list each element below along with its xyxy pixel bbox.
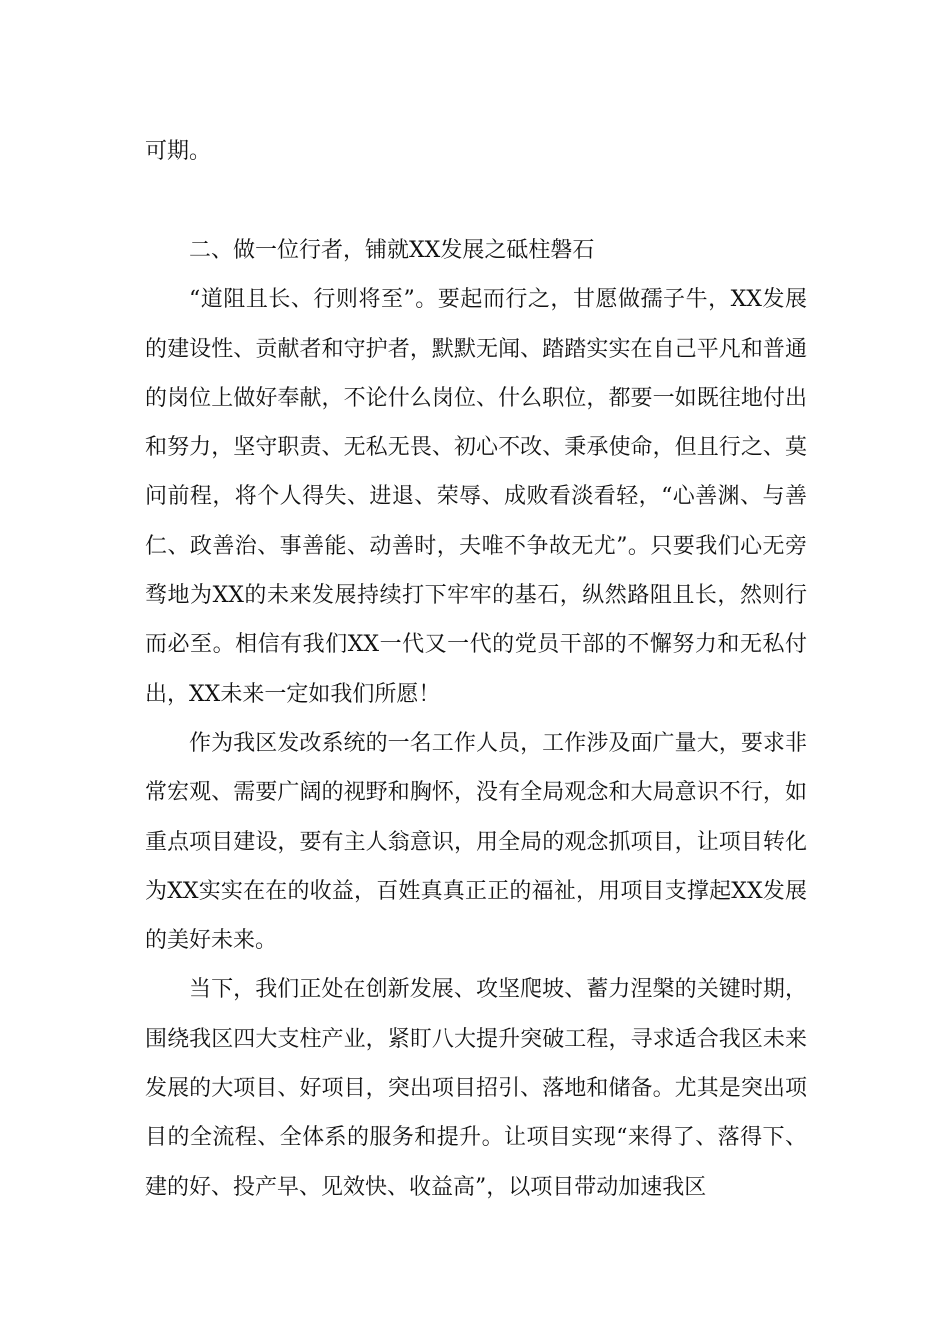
carryover-block [145, 127, 807, 176]
carryover-text: 可期。 [145, 139, 212, 164]
paragraph-3: 当下，我们正处在创新发展、攻坚爬坡、蓄力涅槃的关键时期，围绕我区四大支柱产业，紧盯八大提升突破工程，寻求适合我区未来发展的大项目、好项目，突出项目招引、落地和储备。尤其是突出项目的全流程、全体系的服务和提升。让项目实现“来得了、落得下、建的好、投产早、见效快、收益高”，以项目带动加速我区 [145, 977, 807, 1200]
paragraph-2: 作为我区发改系统的一名工作人员，工作涉及面广量大，要求非常宏观、需要广阔的视野和胸怀，没有全局观念和大局意识不行，如重点项目建设，要有主人翁意识，用全局的观念抓项目，让项目转化为XX实实在在的收益，百姓真真正正的福祉，用项目支撑起XX发展的美好未来。 [145, 730, 807, 954]
paragraph-1: “道阻且长、行则将至”。要起而行之，甘愿做孺子牛，XX发展的建设性、贡献者和守护者，默默无闻、踏踏实实在自己平凡和普通的岗位上做好奉献，不论什么岗位、什么职位，都要一如既往地付出和努力，坚守职责、无私无畏、初心不改、秉承使命，但且行之、莫问前程，将个人得失、进退、荣辱、成败看淡看轻，“心善渊、与善仁、政善治、事善能、动善时，夫唯不争故无尤”。只要我们心无旁骛地为XX的未来发展持续打下牢牢的基石，纵然路阻且长，然则行而必至。相信有我们XX一代又一代的党员干部的不懈努力和无私付出，XX未来一定如我们所愿！ [145, 287, 807, 707]
section-body [145, 226, 807, 1212]
section-heading: 二、做一位行者，铺就XX发展之砥柱磐石 [189, 238, 595, 263]
